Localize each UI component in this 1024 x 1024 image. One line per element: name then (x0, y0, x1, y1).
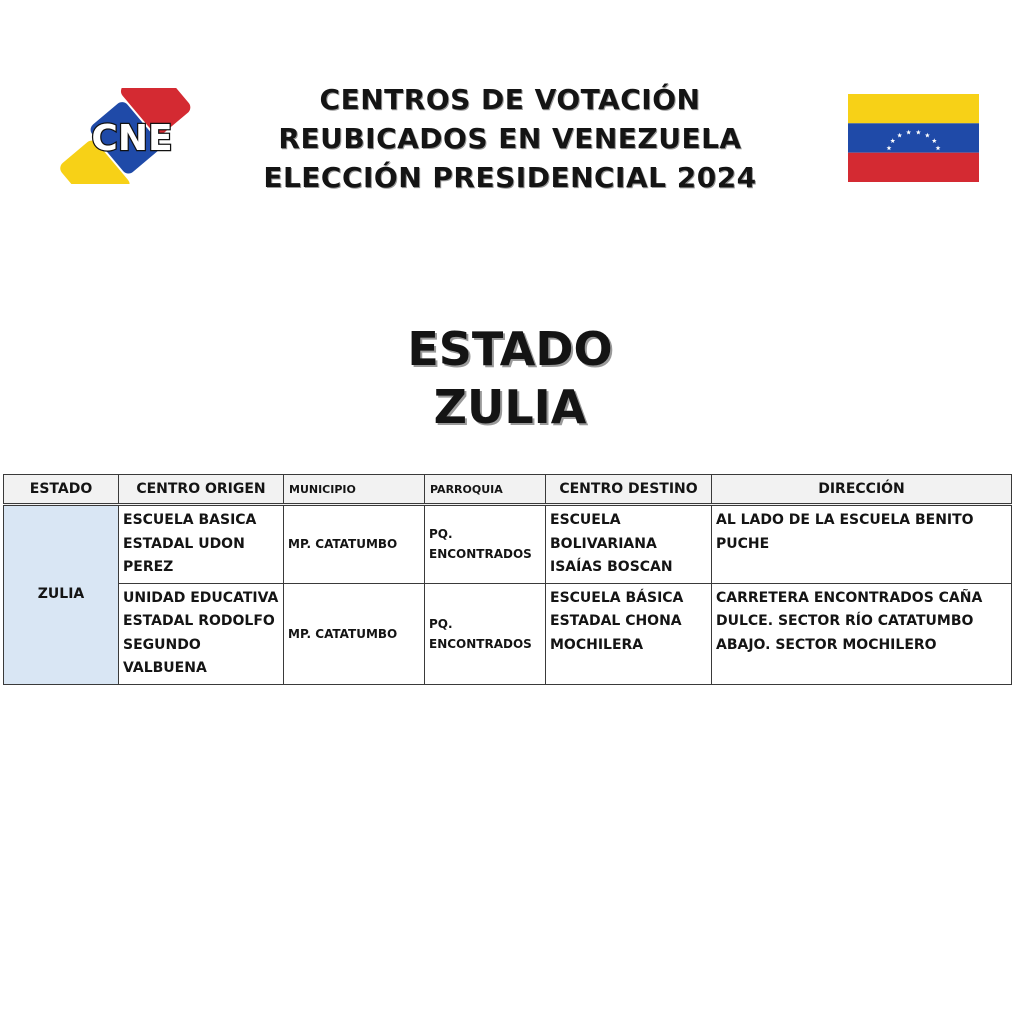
column-header-estado: ESTADO (4, 475, 119, 505)
title-line: ELECCIÓN PRESIDENCIAL 2024 (263, 161, 757, 194)
cell-centro-destino: ESCUELA BÁSICA ESTADAL CHONA MOCHILERA (546, 583, 712, 684)
state-heading-line: ZULIA (433, 380, 587, 434)
title-line: CENTROS DE VOTACIÓN (319, 83, 701, 116)
column-header-centro-destino: CENTRO DESTINO (546, 475, 712, 505)
cne-logo (44, 88, 214, 184)
table-header-row (4, 475, 1012, 505)
flag-red-stripe (848, 153, 979, 182)
cell-municipio: MP. CATATUMBO (284, 583, 425, 684)
centers-table (3, 474, 1012, 685)
cell-direccion: AL LADO DE LA ESCUELA BENITO PUCHE (712, 505, 1012, 584)
column-header-parroquia: PARROQUIA (425, 475, 546, 505)
cell-estado: ZULIA (4, 505, 119, 685)
table-row (4, 583, 1012, 684)
cell-municipio: MP. CATATUMBO (284, 505, 425, 584)
venezuela-flag (848, 94, 979, 182)
flag-blue-stripe (848, 123, 979, 152)
cell-parroquia: PQ. ENCONTRADOS (425, 583, 546, 684)
page-title (230, 80, 790, 197)
cell-centro-origen: ESCUELA BASICA ESTADAL UDON PEREZ (119, 505, 284, 584)
column-header-municipio: MUNICIPIO (284, 475, 425, 505)
flag-yellow-stripe (848, 94, 979, 123)
table-row (4, 505, 1012, 584)
title-line: REUBICADOS EN VENEZUELA (278, 122, 742, 155)
state-heading (230, 320, 790, 436)
column-header-centro-origen: CENTRO ORIGEN (119, 475, 284, 505)
logo-text: CNE (91, 118, 173, 159)
column-header-direccion: DIRECCIÓN (712, 475, 1012, 505)
cell-centro-destino: ESCUELA BOLIVARIANA ISAÍAS BOSCAN (546, 505, 712, 584)
cell-parroquia: PQ. ENCONTRADOS (425, 505, 546, 584)
cell-centro-origen: UNIDAD EDUCATIVA ESTADAL RODOLFO SEGUNDO VALBUENA (119, 583, 284, 684)
cell-direccion: CARRETERA ENCONTRADOS CAÑA DULCE. SECTOR RÍO CATATUMBO ABAJO. SECTOR MOCHILERO (712, 583, 1012, 684)
state-heading-line: ESTADO (407, 322, 613, 376)
